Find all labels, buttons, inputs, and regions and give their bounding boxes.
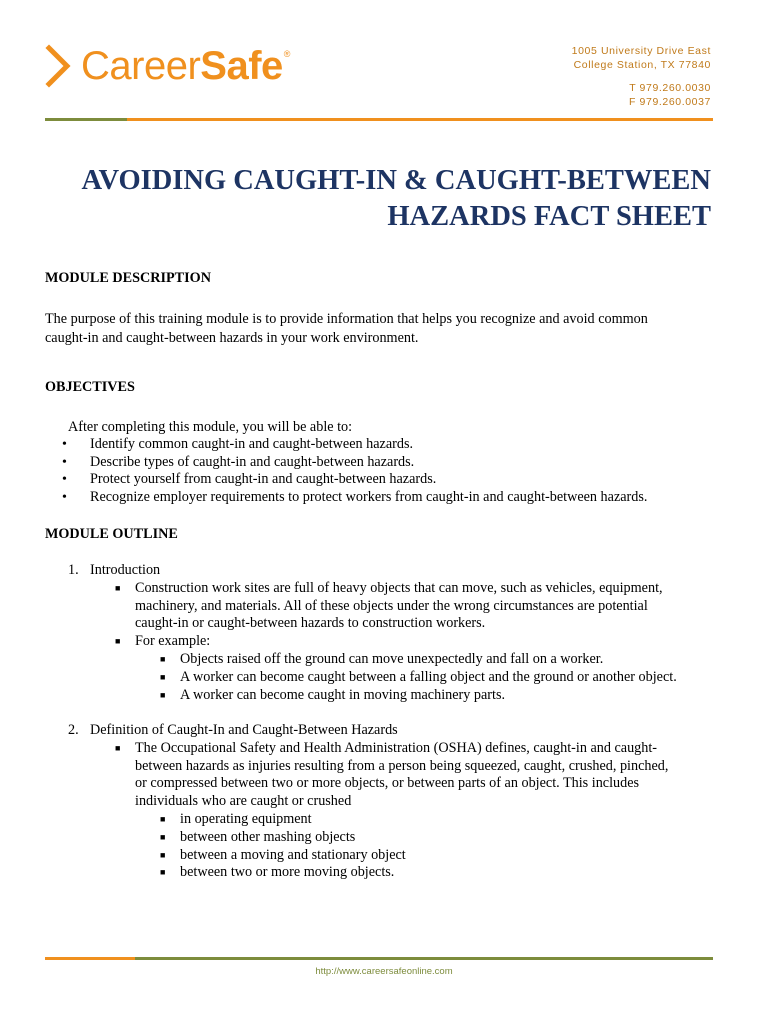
outline-sub-bullet: ■ between two or more moving objects. xyxy=(160,864,395,881)
outline-number: 1. xyxy=(68,562,79,578)
objectives-list xyxy=(60,436,647,506)
outline-item-introduction xyxy=(68,562,677,704)
address-line-2: College Station, TX 77840 xyxy=(573,58,711,71)
document-title xyxy=(82,163,711,235)
footer-divider xyxy=(45,957,713,960)
outline-number: 2. xyxy=(68,722,79,738)
outline-section-1 xyxy=(68,562,677,704)
outline-sub-bullet: ■ in operating equipment xyxy=(160,810,312,827)
outline-bullets xyxy=(114,740,668,882)
outline-sub-bullets xyxy=(159,811,668,882)
module-description-line-1: The purpose of this training module is to provide information that helps you recognize and avoid common xyxy=(45,311,648,327)
outline-sub-bullet: ■ A worker can become caught in moving machinery parts. xyxy=(160,686,506,703)
outline-sub-bullet: ■ between other mashing objects xyxy=(160,828,356,845)
module-description-line-2: caught-in and caught-between hazards in your work environment. xyxy=(45,329,419,346)
module-description-heading: MODULE DESCRIPTION xyxy=(45,270,211,286)
module-description-text xyxy=(45,310,648,347)
outline-bullet: ■ For example: ■ Objects raised off the ground can move unexpectedly and fall on a worker. ■ A worker can become caught between a falling object and the ground or another object. ■ A worker can become caught in moving machinery parts. xyxy=(115,633,677,703)
careersafe-logo xyxy=(45,40,290,92)
contact-block xyxy=(572,45,711,109)
logo-text-safe: Safe xyxy=(200,44,283,88)
logo-wordmark xyxy=(81,46,290,86)
outline-sub-bullets xyxy=(159,651,677,704)
outline-title: Introduction xyxy=(90,562,161,578)
outline-title: Definition of Caught-In and Caught-Between Hazards xyxy=(90,722,398,738)
title-line-1: AVOIDING CAUGHT-IN & CAUGHT-BETWEEN xyxy=(81,165,711,196)
footer-link[interactable]: http://www.careersafeonline.com xyxy=(315,966,453,977)
logo-text-career: Career xyxy=(81,44,201,88)
phone-number: T 979.260.0030 xyxy=(629,82,711,94)
objectives-intro: After completing this module, you will be able to: xyxy=(68,419,353,435)
module-outline-heading: MODULE OUTLINE xyxy=(45,526,178,542)
outline-sub-bullet: ■ A worker can become caught between a falling object and the ground or another object. xyxy=(160,668,677,685)
objective-item: • Describe types of caught-in and caught-between hazards. xyxy=(60,454,647,472)
outline-item-definition xyxy=(68,722,668,882)
objective-item: • Protect yourself from caught-in and caught-between hazards. xyxy=(60,471,647,489)
fax-number: F 979.260.0037 xyxy=(629,95,711,108)
outline-bullet: ■ The Occupational Safety and Health Administration (OSHA) defines, caught-in and caught- between hazards as injuries resulting from a person being squeezed, caught, crushed, pinched, or compressed between two or more objects, or between parts of an object. This includes individuals who are caught or crushed ■ in operating equipment ■ between other mashing objects ■ between a moving and stationary object ■ between two or more moving objects. xyxy=(115,739,669,881)
objectives-heading: OBJECTIVES xyxy=(45,379,135,395)
outline-sub-bullet: ■ Objects raised off the ground can move unexpectedly and fall on a worker. xyxy=(160,650,604,667)
header-divider xyxy=(45,118,713,121)
outline-section-2 xyxy=(68,722,668,882)
chevron-right-icon xyxy=(45,44,71,88)
objective-item: • Identify common caught-in and caught-between hazards. xyxy=(60,436,647,454)
outline-bullet: ■ Construction work sites are full of heavy objects that can move, such as vehicles, equipment, machinery, and materials. All of these objects under the wrong circumstances are potential caught-in or caught-between hazards to construction workers. xyxy=(115,579,663,632)
registered-mark: ® xyxy=(283,49,290,59)
objective-item: • Recognize employer requirements to protect workers from caught-in and caught-between hazards. xyxy=(60,489,647,507)
outline-bullets xyxy=(114,580,677,705)
outline-sub-bullet: ■ between a moving and stationary object xyxy=(160,846,406,863)
address-line-1: 1005 University Drive East xyxy=(571,45,711,57)
title-line-2: HAZARDS FACT SHEET xyxy=(387,201,711,232)
